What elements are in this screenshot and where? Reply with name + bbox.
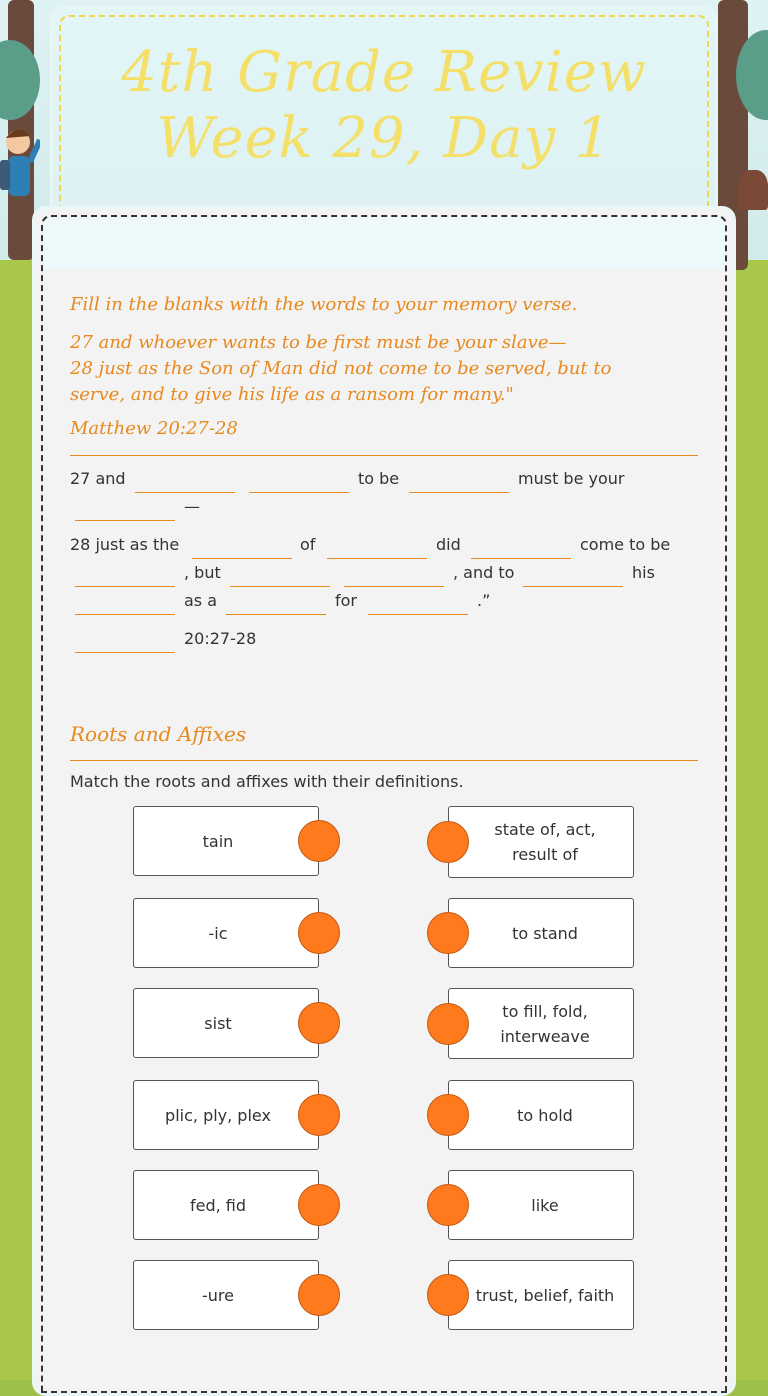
match-term-label: -ure — [202, 1285, 234, 1305]
match-term-label: -ic — [208, 923, 228, 943]
blank-input[interactable] — [75, 568, 175, 587]
match-definition-box[interactable] — [448, 806, 634, 878]
blank-input[interactable] — [226, 596, 326, 615]
blank-input[interactable] — [409, 474, 509, 493]
verse-reference: Matthew 20:27-28 — [70, 418, 238, 439]
match-connector-dot[interactable] — [298, 1274, 340, 1316]
match-term-label: plic, ply, plex — [165, 1105, 271, 1125]
match-connector-dot[interactable] — [427, 1003, 469, 1045]
match-connector-dot[interactable] — [427, 1094, 469, 1136]
fill-text: .” — [477, 591, 491, 610]
match-connector-dot[interactable] — [427, 821, 469, 863]
fill-text: to be — [358, 469, 400, 488]
fill-text: of — [300, 535, 316, 554]
memory-verse-text — [70, 330, 690, 408]
match-term-box[interactable] — [133, 988, 319, 1058]
match-instructions: Match the roots and affixes with their definitions. — [70, 772, 464, 791]
match-connector-dot[interactable] — [298, 1184, 340, 1226]
section-divider — [70, 455, 698, 456]
match-connector-dot[interactable] — [298, 820, 340, 862]
fill-text: — — [184, 497, 200, 516]
match-definition-box[interactable] — [448, 1170, 634, 1240]
fill-text: his — [632, 563, 655, 582]
blank-input[interactable] — [249, 474, 349, 493]
match-term-box[interactable] — [133, 898, 319, 968]
match-connector-dot[interactable] — [298, 912, 340, 954]
blank-input[interactable] — [327, 540, 427, 559]
blank-input[interactable] — [135, 474, 235, 493]
fill-text: 20:27-28 — [184, 629, 257, 648]
match-term-box[interactable] — [133, 1170, 319, 1240]
match-definition-label: state of, act, result of — [494, 820, 596, 864]
fill-text: 27 and — [70, 469, 126, 488]
match-definition-box[interactable] — [448, 1260, 634, 1330]
match-connector-dot[interactable] — [427, 912, 469, 954]
blank-input[interactable] — [230, 568, 330, 587]
match-definition-label: to hold — [517, 1105, 573, 1125]
fill-text: 28 just as the — [70, 535, 180, 554]
match-connector-dot[interactable] — [427, 1184, 469, 1226]
fill-text: must be your — [518, 469, 625, 488]
verse-line-3: serve, and to give his life as a ransom for many." — [70, 384, 514, 405]
match-connector-dot[interactable] — [298, 1094, 340, 1136]
match-definition-label: to stand — [512, 923, 578, 943]
match-term-label: sist — [204, 1013, 232, 1033]
page-title: 4th Grade Review Week 29, Day 1 — [121, 40, 647, 171]
deer-illustration — [738, 170, 768, 210]
fill-text: , and to — [453, 563, 515, 582]
match-term-box[interactable] — [133, 1260, 319, 1330]
blank-input[interactable] — [344, 568, 444, 587]
fill-text: for — [335, 591, 357, 610]
match-definition-box[interactable] — [448, 898, 634, 968]
match-term-box[interactable] — [133, 806, 319, 876]
match-definition-label: to fill, fold, interweave — [500, 1001, 590, 1046]
match-term-label: fed, fid — [189, 1195, 247, 1215]
blank-input[interactable] — [192, 540, 292, 559]
fill-text: did — [436, 535, 461, 554]
section-title: Roots and Affixes — [70, 722, 247, 746]
fill-text: , but — [184, 563, 221, 582]
match-definition-label: like — [531, 1195, 559, 1215]
fill-text: as a — [184, 591, 218, 610]
blank-input[interactable] — [75, 502, 175, 521]
verse-instructions: Fill in the blanks with the words to your memory verse. — [70, 294, 578, 315]
match-connector-dot[interactable] — [427, 1274, 469, 1316]
blank-input[interactable] — [75, 596, 175, 615]
blank-input[interactable] — [368, 596, 468, 615]
match-term-label: tain — [202, 831, 234, 851]
match-definition-label: trust, belief, faith — [475, 1285, 615, 1305]
blank-input[interactable] — [523, 568, 623, 587]
match-definition-box[interactable] — [448, 1080, 634, 1150]
verse-line-2: 28 just as the Son of Man did not come to be served, but to — [70, 358, 612, 379]
match-definition-box[interactable] — [448, 988, 634, 1059]
match-term-box[interactable] — [133, 1080, 319, 1150]
blank-input[interactable] — [75, 634, 175, 653]
blank-input[interactable] — [471, 540, 571, 559]
verse-line-1: 27 and whoever wants to be first must be your slave— — [70, 332, 567, 353]
section-divider — [70, 760, 698, 761]
match-connector-dot[interactable] — [298, 1002, 340, 1044]
fill-text: come to be — [580, 535, 671, 554]
